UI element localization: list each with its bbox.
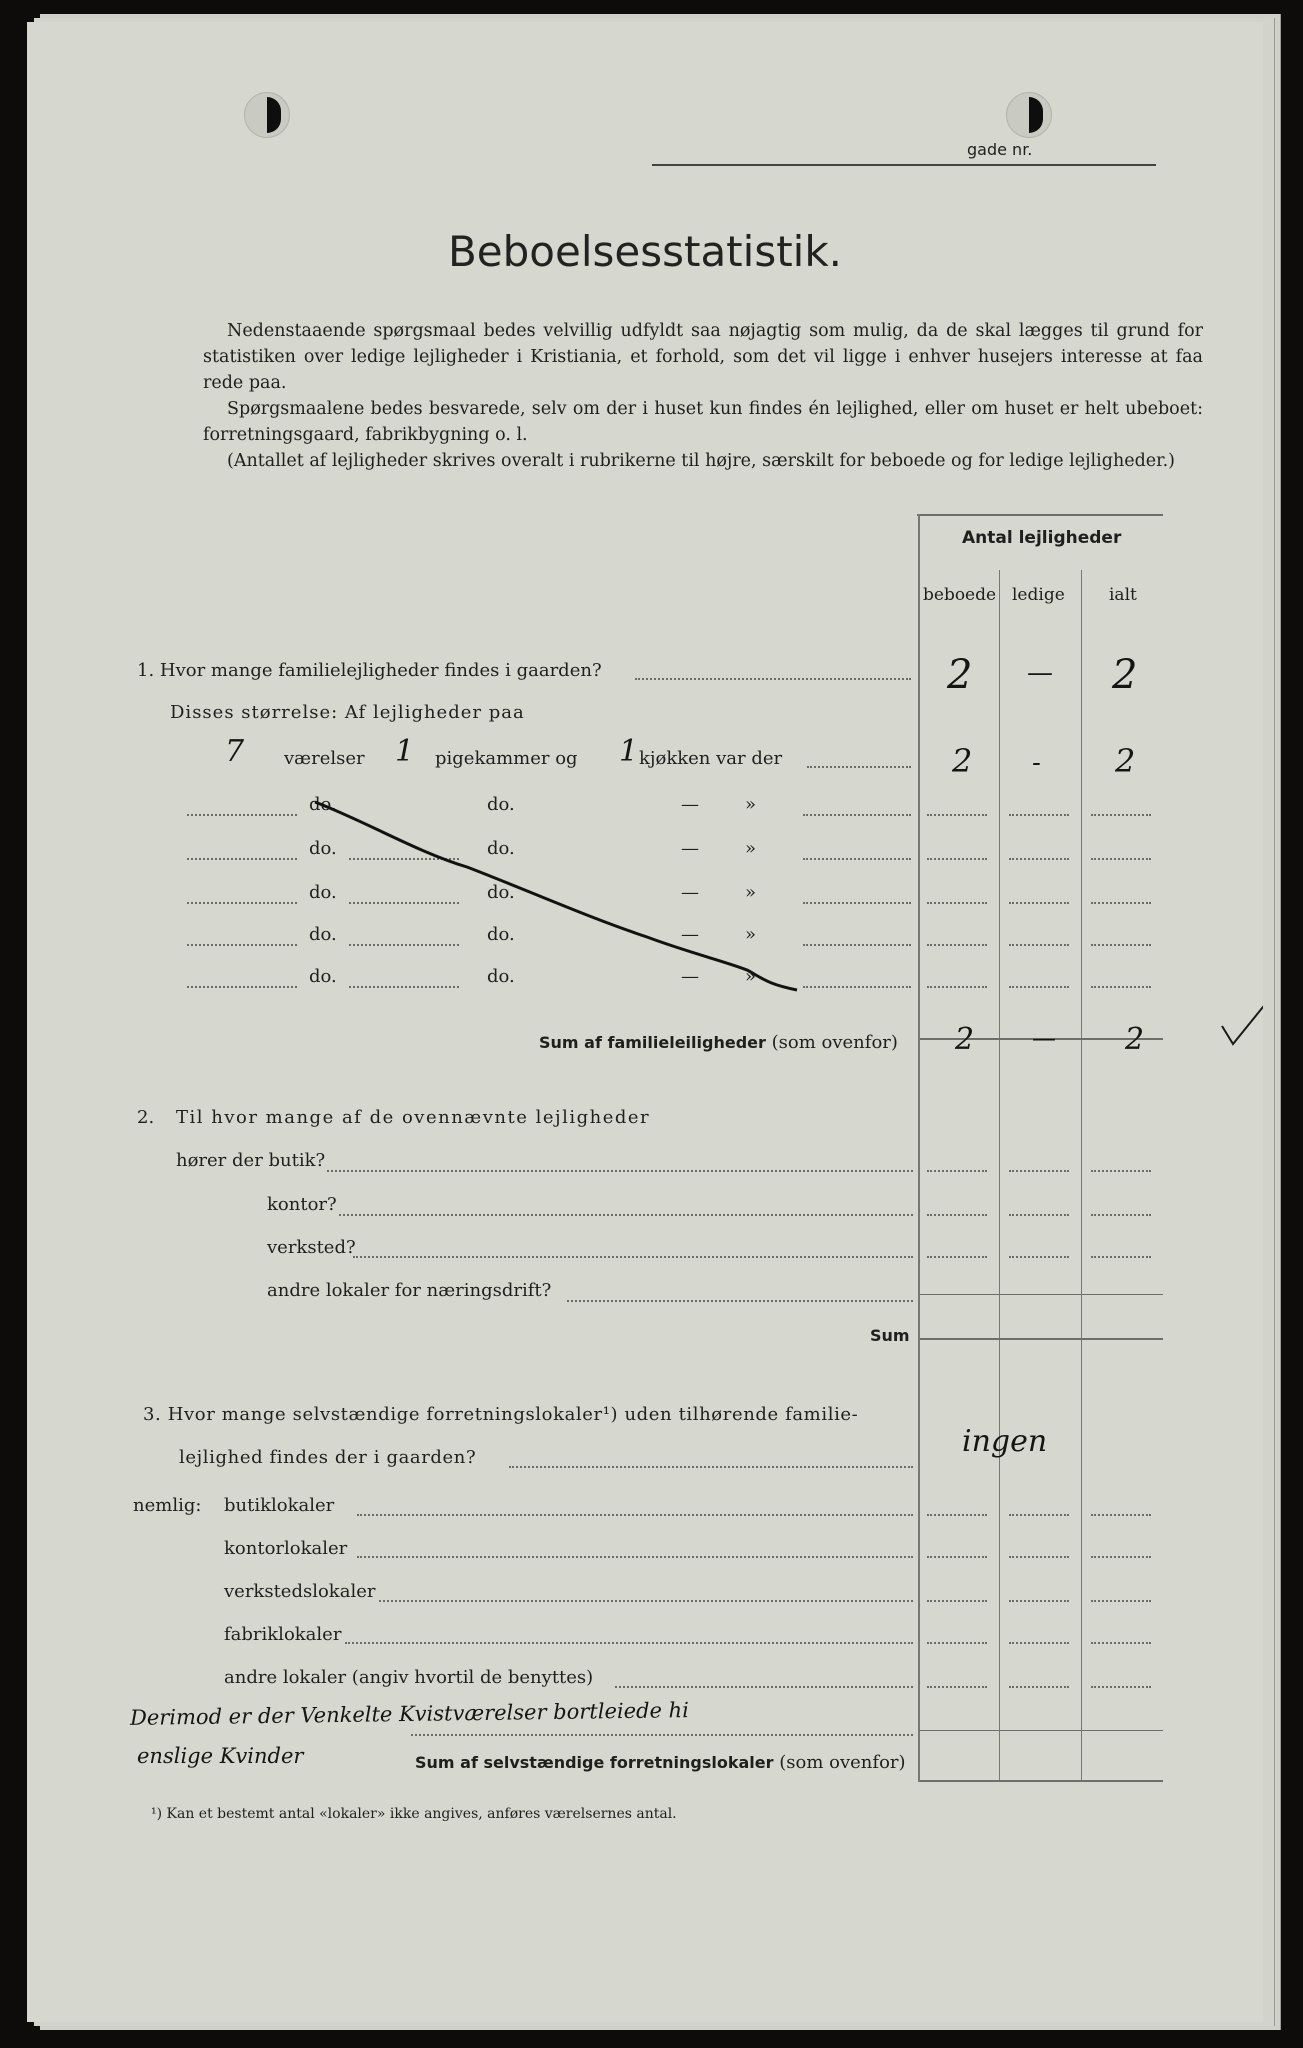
q3-butik: butiklokaler bbox=[224, 1495, 335, 1516]
q3-verksted-dots bbox=[379, 1600, 913, 1602]
footnote: ¹) Kan et bestemt antal «lokaler» ikke angives, anføres værelsernes antal. bbox=[151, 1806, 677, 1822]
q1-sum-note: (som ovenfor) bbox=[771, 1032, 898, 1053]
table-cell-dots bbox=[1009, 1214, 1069, 1216]
q1-sum-beboede: 2 bbox=[955, 1022, 975, 1057]
do-row-4-b: do. bbox=[487, 924, 515, 945]
q2-sum: Sum bbox=[870, 1326, 910, 1345]
q3-line2: lejlighed findes der i gaarden? bbox=[179, 1447, 477, 1468]
intro-paragraph-3: (Antallet af lejligheder skrives overalt i rubrikerne til højre, særskilt for beboede og for ledige lejligheder.) bbox=[227, 451, 1175, 471]
q3-answer-hw: ingen bbox=[962, 1424, 1048, 1459]
street-label: gade nr. bbox=[967, 140, 1033, 159]
q3-sum-note: (som ovenfor) bbox=[779, 1752, 906, 1773]
q2-kontor-dots bbox=[339, 1214, 913, 1216]
table-cell-dots bbox=[1091, 1600, 1151, 1602]
q1-row1-beboede: 2 bbox=[952, 742, 973, 780]
q2-line2: hører der butik? bbox=[176, 1150, 326, 1171]
table-cell-dots bbox=[1009, 1170, 1069, 1172]
q1-sum-label-text: Sum af familieleiligheder bbox=[539, 1033, 766, 1052]
q2-butik-dots bbox=[327, 1170, 913, 1172]
table-cell-dots bbox=[1009, 1686, 1069, 1688]
col-header-ialt: ialt bbox=[1109, 585, 1137, 605]
col-header-beboede: beboede bbox=[923, 585, 997, 605]
table-cell-dots bbox=[1009, 1556, 1069, 1558]
q1-sum-ialt: 2 bbox=[1125, 1022, 1145, 1057]
table-cell-dots bbox=[927, 1170, 987, 1172]
do-row-3-quote: » bbox=[745, 882, 757, 903]
form-sheet bbox=[27, 22, 1263, 2022]
q1-kitchen-hw: 1 bbox=[619, 734, 639, 769]
do-row-1-b: do. bbox=[487, 794, 515, 815]
table-cell-dots bbox=[1091, 1686, 1151, 1688]
do-row-2-b: do. bbox=[487, 838, 515, 859]
q1-rooms-word: værelser bbox=[284, 748, 365, 769]
do-row-5-a: do. bbox=[309, 966, 337, 987]
q3-fabrik: fabriklokaler bbox=[224, 1624, 342, 1645]
q1-maid-hw: 1 bbox=[395, 734, 415, 769]
table-cell-dots bbox=[1091, 1642, 1151, 1644]
table-cell-dots bbox=[927, 1556, 987, 1558]
q3-nemlig: nemlig: bbox=[133, 1495, 202, 1516]
do-row-1-dash: — bbox=[681, 794, 699, 815]
q3-verksted: verkstedslokaler bbox=[224, 1581, 376, 1602]
do-row-2-quote: » bbox=[745, 838, 757, 859]
table-cell-dots bbox=[1009, 1514, 1069, 1516]
q1-maid-word: pigekammer og bbox=[435, 748, 578, 769]
do-row-2-a: do. bbox=[309, 838, 337, 859]
table-cell-dots bbox=[1091, 1514, 1151, 1516]
do-row-5-dash: — bbox=[681, 966, 699, 987]
q2-andre-dots bbox=[567, 1300, 913, 1302]
do-row-4-a: do. bbox=[309, 924, 337, 945]
q2-verksted-dots bbox=[353, 1256, 913, 1258]
table-cell-dots bbox=[927, 1600, 987, 1602]
q1-question: 1. Hvor mange familielejligheder findes i gaarden? bbox=[137, 660, 602, 681]
table-cell-dots bbox=[927, 1686, 987, 1688]
q1-answer-ialt: 2 bbox=[1112, 652, 1138, 698]
q3-line2-dots bbox=[509, 1466, 913, 1468]
q3-fabrik-dots bbox=[345, 1642, 913, 1644]
table-cell-dots bbox=[927, 1514, 987, 1516]
q1-kitchen-word: kjøkken var der bbox=[639, 748, 783, 769]
table-cell-dots bbox=[1009, 1642, 1069, 1644]
q3-andre: andre lokaler (angiv hvortil de benyttes) bbox=[224, 1667, 594, 1688]
q3-note-dots bbox=[411, 1734, 913, 1736]
q1-rooms-hw: 7 bbox=[225, 734, 245, 769]
table-cell-dots bbox=[1091, 1170, 1151, 1172]
q3-note-hw-1: Derimod er der Venkelte Kvistværelser bortleiede hi bbox=[129, 1698, 689, 1730]
q2-line1: Til hvor mange af de ovennævnte lejligheder bbox=[176, 1107, 651, 1128]
q3-sum-label: Sum af selvstændige forretningslokaler bbox=[415, 1753, 774, 1772]
q1-answer-beboede: 2 bbox=[947, 652, 973, 698]
do-row-4-dash: — bbox=[681, 924, 699, 945]
q3-andre-dots bbox=[615, 1686, 913, 1688]
page-title: Beboelsesstatistik. bbox=[447, 227, 843, 276]
table-cell-dots bbox=[1091, 1556, 1151, 1558]
do-row-5-quote: » bbox=[745, 966, 757, 987]
do-row-1-a: do. bbox=[309, 794, 337, 815]
do-row-3-a: do. bbox=[309, 882, 337, 903]
intro-paragraph-1: Nedenstaaende spørgsmaal bedes velvillig udfyldt saa nøjagtig som mulig, da de skal lægges til grund for statistiken over ledige lejligheder i Kristiania, et forhold, som det vil ligge i enhver husejers interesse at faa rede paa. bbox=[203, 321, 1203, 393]
q2-number: 2. bbox=[137, 1107, 155, 1128]
q1-sum-ledige: — bbox=[1032, 1024, 1056, 1052]
q3-kontor: kontorlokaler bbox=[224, 1538, 348, 1559]
q1-sizes-label: Disses størrelse: Af lejligheder paa bbox=[170, 702, 525, 723]
table-cell-dots bbox=[1009, 1256, 1069, 1258]
q3-sum bbox=[415, 1752, 906, 1773]
q2-verksted: verksted? bbox=[267, 1237, 356, 1258]
q2-kontor: kontor? bbox=[267, 1194, 337, 1215]
q1-row1-ialt: 2 bbox=[1115, 742, 1136, 780]
q1-sum-label bbox=[539, 1032, 898, 1053]
do-row-2-dash: — bbox=[681, 838, 699, 859]
do-row-4-quote: » bbox=[745, 924, 757, 945]
table-group-header: Antal lejligheder bbox=[962, 528, 1122, 548]
do-row-1-quote: » bbox=[745, 794, 757, 815]
q3-line1: 3. Hvor mange selvstændige forretningslokaler¹) uden tilhørende familie- bbox=[143, 1404, 859, 1425]
q1-row1-ledige: - bbox=[1032, 748, 1041, 778]
q3-butik-dots bbox=[357, 1514, 913, 1516]
table-cell-dots bbox=[927, 1642, 987, 1644]
table-cell-dots bbox=[1091, 1214, 1151, 1216]
q3-note-hw-2: enslige Kvinder bbox=[137, 1744, 304, 1768]
do-row-3-dash: — bbox=[681, 882, 699, 903]
q1-answer-ledige: — bbox=[1027, 658, 1053, 688]
q3-kontor-dots bbox=[357, 1556, 913, 1558]
do-row-5-b: do. bbox=[487, 966, 515, 987]
col-header-ledige: ledige bbox=[1012, 585, 1065, 605]
table-cell-dots bbox=[1009, 1600, 1069, 1602]
table-cell-dots bbox=[927, 1214, 987, 1216]
do-row-3-b: do. bbox=[487, 882, 515, 903]
table-cell-dots bbox=[1091, 1256, 1151, 1258]
intro-paragraph-2: Spørgsmaalene bedes besvarede, selv om der i huset kun findes én lejlighed, eller om huset er helt ubeboet: forretningsgaard, fabrikbygning o. l. bbox=[203, 399, 1203, 445]
table-cell-dots bbox=[927, 1256, 987, 1258]
q2-andre: andre lokaler for næringsdrift? bbox=[267, 1280, 552, 1301]
